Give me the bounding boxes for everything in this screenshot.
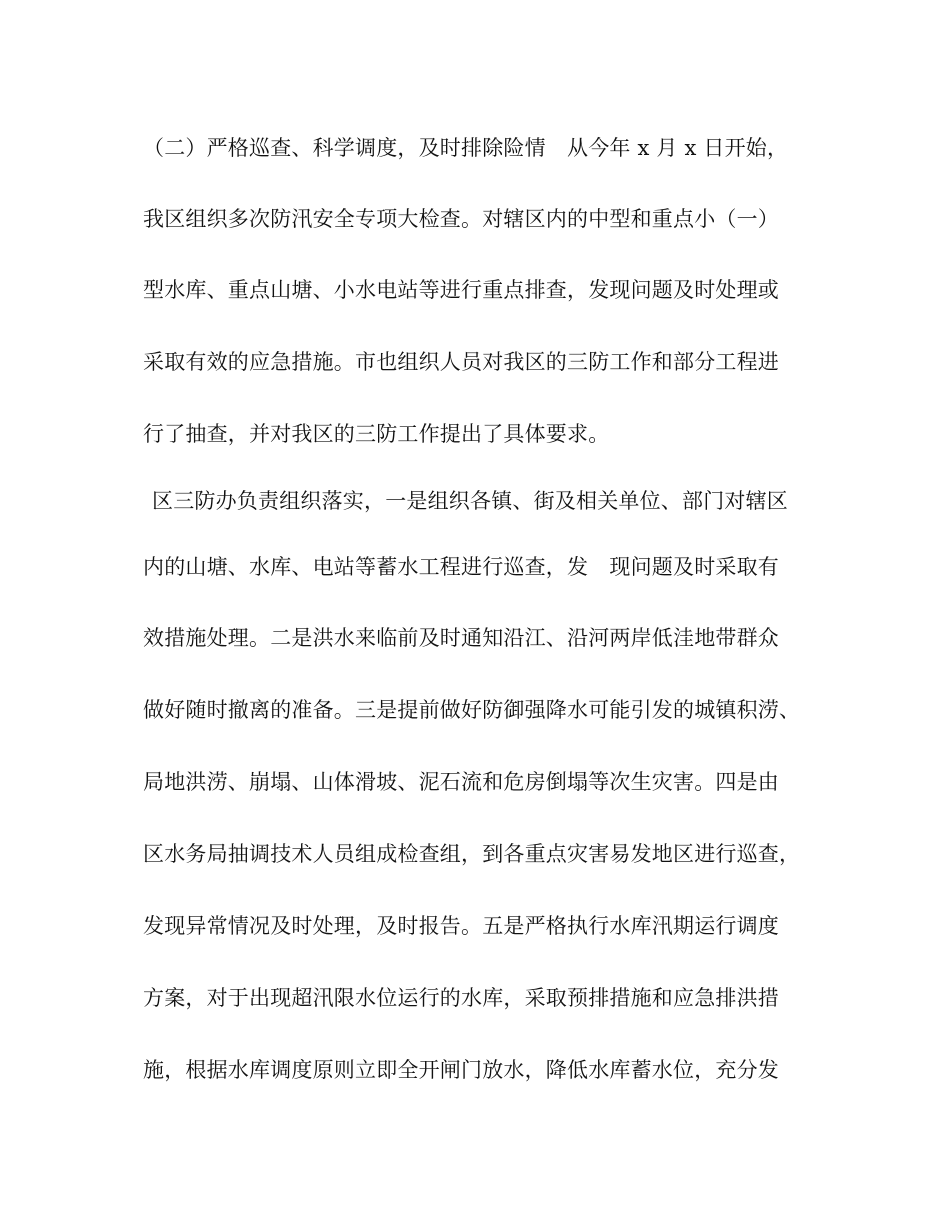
text-line: 型水库、重点山塘、小水电站等进行重点排查，发现问题及时处理或 xyxy=(143,278,779,302)
text-line: 区水务局抽调技术人员组成检查组，到各重点灾害易发地区进行巡查， xyxy=(143,842,801,866)
text-line: 做好随时撤离的准备。三是提前做好防御强降水可能引发的城镇积涝、 xyxy=(143,698,801,722)
text-line: 发现异常情况及时处理，及时报告。五是严格执行水库汛期运行调度 xyxy=(143,914,779,938)
text-line: 行了抽查，并对我区的三防工作提出了具体要求。 xyxy=(143,422,610,446)
text-line: 我区组织多次防汛安全专项大检查。对辖区内的中型和重点小（一） xyxy=(143,207,779,231)
text-line: 施，根据水库调度原则立即全开闸门放水，降低水库蓄水位，充分发 xyxy=(143,1058,779,1082)
text-line: 采取有效的应急措施。市也组织人员对我区的三防工作和部分工程进 xyxy=(143,350,779,374)
text-line: （二）严格巡查、科学调度，及时排除险情 从今年 x 月 x 日开始， xyxy=(143,136,789,160)
text-line: 方案，对于出现超汛限水位运行的水库，采取预排措施和应急排洪措 xyxy=(143,986,779,1010)
text-line: 效措施处理。二是洪水来临前及时通知沿江、沿河两岸低洼地带群众 xyxy=(143,626,779,650)
text-line: 内的山塘、水库、电站等蓄水工程进行巡查，发 现问题及时采取有 xyxy=(143,555,779,579)
text-line: 局地洪涝、崩塌、山体滑坡、泥石流和危房倒塌等次生灾害。四是由 xyxy=(143,770,779,794)
text-line: 区三防办负责组织落实，一是组织各镇、街及相关单位、部门对辖区 xyxy=(152,489,788,513)
